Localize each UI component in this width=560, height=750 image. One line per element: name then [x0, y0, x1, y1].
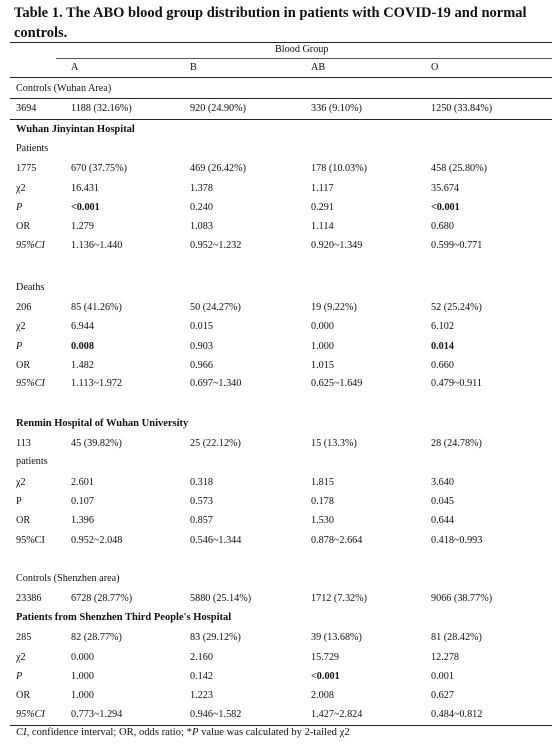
controls-wuhan-label: Controls (Wuhan Area)	[16, 83, 112, 94]
table-cell: 670 (37.75%)	[71, 163, 128, 174]
table-cell: 0.625~1.649	[311, 378, 363, 389]
footnote-text-1: , confidence interval; OR, odds ratio; *	[26, 727, 192, 738]
row-label-or: OR	[16, 360, 31, 371]
jinyintan-deaths-label: Deaths	[16, 282, 45, 293]
row-label-chi2: χ2	[16, 321, 26, 332]
table-cell: 6.944	[71, 321, 94, 332]
table-cell: 1.815	[311, 477, 334, 488]
header-sub-rule	[56, 58, 552, 59]
table-cell: 1.279	[71, 221, 94, 232]
table-cell: 0.001	[431, 671, 454, 682]
col-header-b: B	[190, 62, 197, 73]
table-cell: <0.001	[311, 671, 340, 682]
table-cell: 39 (13.68%)	[311, 632, 362, 643]
table-cell: 1.223	[190, 690, 213, 701]
row-label-ci: 95%CI	[16, 378, 45, 389]
table-cell: 0.014	[431, 341, 454, 352]
table-cell: 0.045	[431, 496, 454, 507]
row-label-ci: 95%CI	[16, 240, 45, 251]
table-cell: 469 (26.42%)	[190, 163, 247, 174]
col-header-o: O	[431, 62, 439, 73]
table-cell: 0.680	[431, 221, 454, 232]
table-footnote	[16, 726, 350, 740]
table-cell: 1.396	[71, 515, 94, 526]
table-cell: 1.482	[71, 360, 94, 371]
table-cell: 85 (41.26%)	[71, 302, 122, 313]
table-cell: 0.240	[190, 202, 213, 213]
table-cell: 1775	[16, 163, 37, 174]
table-cell: 113	[16, 438, 31, 449]
table-cell: 285	[16, 632, 32, 643]
table-cell: 1.000	[71, 690, 94, 701]
controls-shenzhen-label: Controls (Shenzhen area)	[16, 573, 120, 584]
row-label-chi2: χ2	[16, 183, 26, 194]
controls-wuhan-b: 920 (24.90%)	[190, 103, 247, 114]
footnote-p: P	[191, 727, 199, 738]
table-cell: 16.431	[71, 183, 100, 194]
table-cell: <0.001	[71, 202, 100, 213]
table-cell: 19 (9.22%)	[311, 302, 357, 313]
table-cell: 0.903	[190, 341, 213, 352]
table-cell: 35.674	[431, 183, 460, 194]
col-header-a: A	[71, 62, 79, 73]
renmin-patients-label: patients	[16, 456, 48, 467]
controls-shenzhen-o: 9066 (38.77%)	[431, 593, 493, 604]
table-cell: 1.000	[71, 671, 94, 682]
table-cell: 2.008	[311, 690, 334, 701]
table-cell: 15.729	[311, 652, 340, 663]
table-cell: 1.015	[311, 360, 334, 371]
row-label-p: P	[16, 496, 22, 507]
controls-wuhan-total: 3694	[16, 103, 37, 114]
table-cell: 1.136~1.440	[71, 240, 123, 251]
row-label-or: OR	[16, 221, 31, 232]
table-cell: 15 (13.3%)	[311, 438, 357, 449]
table-cell: 2.601	[71, 477, 94, 488]
table-cell: 0.966	[190, 360, 213, 371]
table-cell: 0.773~1.294	[71, 709, 123, 720]
table-cell: 178 (10.03%)	[311, 163, 368, 174]
table-cell: 81 (28.42%)	[431, 632, 482, 643]
row-label-or: OR	[16, 690, 31, 701]
table-cell: 0.660	[431, 360, 454, 371]
table-cell: 0.000	[311, 321, 334, 332]
row-label-p: P	[16, 341, 23, 352]
table-cell: 0.857	[190, 515, 213, 526]
row-label-p: P	[16, 202, 23, 213]
table-cell: 1.530	[311, 515, 334, 526]
table-cell: 0.015	[190, 321, 213, 332]
table-cell: 1.114	[311, 221, 334, 232]
table-cell: <0.001	[431, 202, 460, 213]
table-cell: 50 (24.27%)	[190, 302, 241, 313]
row-label-p: P	[16, 671, 23, 682]
table-cell: 0.952~1.232	[190, 240, 242, 251]
table-cell: 0.599~0.771	[431, 240, 483, 251]
table-cell: 0.920~1.349	[311, 240, 363, 251]
controls-wuhan-rule	[10, 98, 552, 99]
table-cell: 0.178	[311, 496, 334, 507]
controls-wuhan-a: 1188 (32.16%)	[71, 103, 132, 114]
controls-wuhan-ab: 336 (9.10%)	[311, 103, 362, 114]
table-cell: 0.573	[190, 496, 213, 507]
table-cell: 0.946~1.582	[190, 709, 242, 720]
row-label-chi2: χ2	[16, 477, 26, 488]
table-cell: 2.160	[190, 652, 213, 663]
table-cell: 12.278	[431, 652, 460, 663]
hospital-title-renmin: Renmin Hospital of Wuhan University	[16, 418, 189, 429]
header-rule	[10, 77, 552, 78]
table-cell: 1.000	[311, 341, 334, 352]
table-cell: 28 (24.78%)	[431, 438, 482, 449]
table-cell: 0.000	[71, 652, 94, 663]
table-cell: 45 (39.82%)	[71, 438, 122, 449]
table-cell: 0.644	[431, 515, 454, 526]
table-cell: 0.952~2.048	[71, 535, 123, 546]
row-label-or: OR	[16, 515, 31, 526]
table-cell: 1.378	[190, 183, 213, 194]
table-cell: 1.427~2.824	[311, 709, 363, 720]
row-label-ci: 95%CI	[16, 709, 45, 720]
controls-shenzhen-b: 5880 (25.14%)	[190, 593, 252, 604]
table-cell: 206	[16, 302, 32, 313]
table-cell: 0.546~1.344	[190, 535, 242, 546]
controls-wuhan-o: 1250 (33.84%)	[431, 103, 493, 114]
table-cell: 0.008	[71, 341, 94, 352]
blood-group-header: Blood Group	[275, 44, 329, 55]
row-label-ci: 95%CI	[16, 535, 45, 546]
table-cell: 458 (25.80%)	[431, 163, 488, 174]
controls-shenzhen-a: 6728 (28.77%)	[71, 593, 133, 604]
table-cell: 6.102	[431, 321, 454, 332]
controls-wuhan-bottom-rule	[10, 119, 552, 120]
footnote-text-2: value was calculated by 2-tailed χ2	[198, 727, 350, 738]
table-cell: 0.878~2.664	[311, 535, 363, 546]
table-cell: 52 (25.24%)	[431, 302, 482, 313]
table-cell: 1.113~1.972	[71, 378, 122, 389]
hospital-title-jinyintan: Wuhan Jinyintan Hospital	[16, 124, 135, 135]
table-cell: 1.117	[311, 183, 334, 194]
table-cell: 0.627	[431, 690, 454, 701]
controls-shenzhen-total: 23386	[16, 593, 42, 604]
col-header-ab: AB	[311, 62, 326, 73]
table-cell: 3.640	[431, 477, 454, 488]
row-label-chi2: χ2	[16, 652, 26, 663]
table-title: Table 1. The ABO blood group distribution in patients with COVID-19 and normal controls.	[14, 5, 527, 41]
table-cell: 1.083	[190, 221, 213, 232]
table-cell: 82 (28.77%)	[71, 632, 122, 643]
table-cell: 0.479~0.911	[431, 378, 482, 389]
table-cell: 25 (22.12%)	[190, 438, 241, 449]
table-cell: 0.418~0.993	[431, 535, 483, 546]
hospital-title-shenzhen: Patients from Shenzhen Third People's Hospital	[16, 612, 232, 623]
table-cell: 0.291	[311, 202, 334, 213]
footnote-ci: CI	[16, 727, 27, 738]
table-cell: 0.697~1.340	[190, 378, 242, 389]
table-cell: 0.318	[190, 477, 213, 488]
controls-shenzhen-ab: 1712 (7.32%)	[311, 593, 368, 604]
table-cell: 0.107	[71, 496, 94, 507]
table-cell: 0.142	[190, 671, 213, 682]
jinyintan-patients-label: Patients	[16, 143, 49, 154]
table-cell: 83 (29.12%)	[190, 632, 241, 643]
table-cell: 0.484~0.812	[431, 709, 483, 720]
